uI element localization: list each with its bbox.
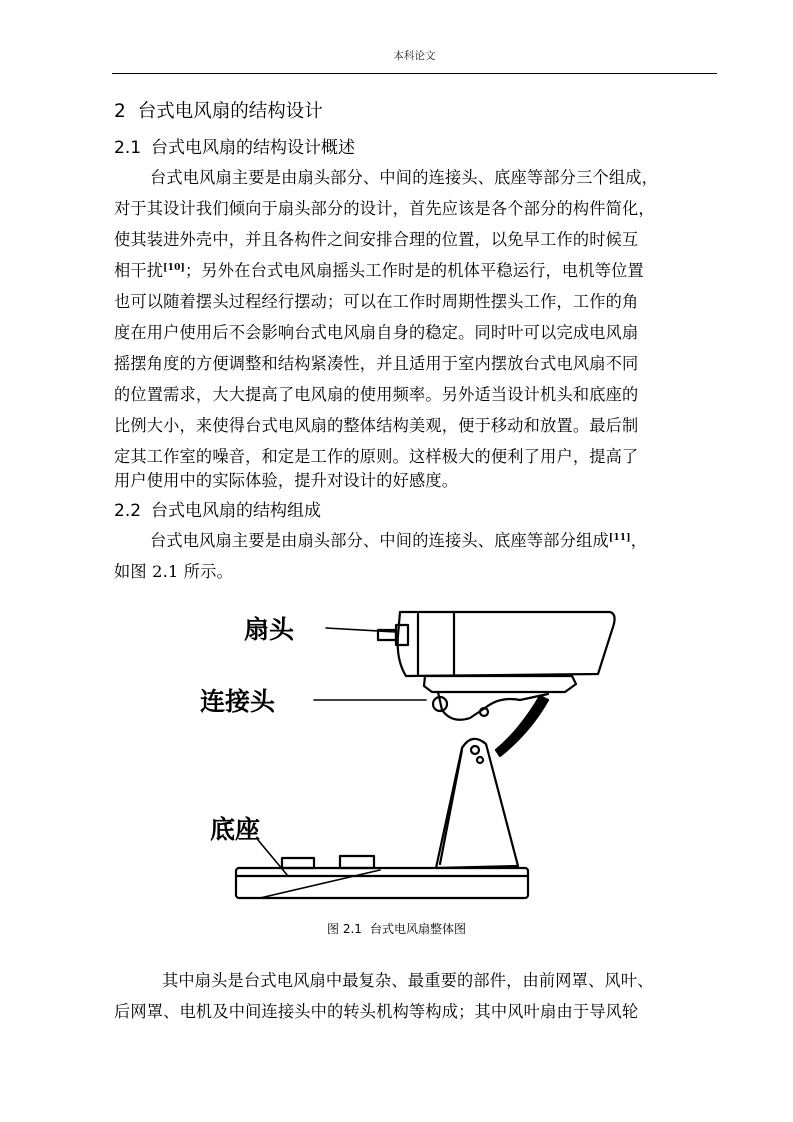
paragraph-line: 台式电风扇主要是由扇头部分、中间的连接头、底座等部分三个组成， <box>150 168 659 187</box>
section-number: 2 <box>114 101 126 122</box>
subsection-title: 台式电风扇的结构组成 <box>151 501 322 521</box>
paragraph-line <box>150 527 647 551</box>
paragraph-line: 使其装进外壳中，并且各构件之间安排合理的位置，以免早工作的时候互 <box>114 230 639 249</box>
page-header: 本科论文 <box>393 50 436 62</box>
figure-caption <box>0 920 793 937</box>
label-fan-head: 扇头 <box>244 615 295 644</box>
section-heading <box>114 97 323 123</box>
paragraph-line: 的位置需求，大大提高了电风扇的使用频率。另外适当设计机头和底座的 <box>114 385 639 404</box>
subsection-heading-2-2 <box>114 496 321 521</box>
line-text: 台式电风扇主要是由扇头部分、中间的连接头、底座等部分组成 <box>150 531 609 550</box>
header-rule <box>112 73 717 74</box>
paragraph-line: 后网罩、电机及中间连接头中的转头机构等构成；其中风叶扇由于导风轮 <box>114 1002 639 1021</box>
subsection-number: 2.1 <box>114 138 142 158</box>
paragraph-line: 定其工作室的噪音，和定是工作的原则。这样极大的便利了用户，提高了 <box>114 447 639 466</box>
label-base: 底座 <box>210 815 261 844</box>
subsection-heading-2-1 <box>114 133 355 158</box>
paragraph-line: 其中扇头是台式电风扇中最复杂、最重要的部件，由前网罩、风叶、 <box>162 971 654 990</box>
line-text: ， <box>630 531 648 550</box>
line-text: 相干扰 <box>114 261 164 280</box>
section-title: 台式电风扇的结构设计 <box>137 101 323 122</box>
paragraph-line: 摇摆角度的方便调整和结构紧凑性，并且适用于室内摆放台式电风扇不同 <box>114 354 639 373</box>
fan-head-shape <box>398 612 615 676</box>
line-text: ；另外在台式电风扇摇头工作时是的机体平稳运行，电机等位置 <box>185 261 644 280</box>
caption-text: 台式电风扇整体图 <box>369 922 466 936</box>
paragraph-line <box>114 257 644 281</box>
paragraph-line: 比例大小，来使得台式电风扇的整体结构美观，便于移动和放置。最后制 <box>114 416 639 435</box>
paragraph-line: 度在用户使用后不会影响台式电风扇自身的稳定。同时叶可以完成电风扇 <box>114 323 639 342</box>
connector-shape <box>424 676 576 692</box>
subsection-number: 2.2 <box>114 501 142 521</box>
citation-ref: [11] <box>608 533 631 543</box>
paragraph-line: 对于其设计我们倾向于扇头部分的设计，首先应该是各个部分的构件简化， <box>114 199 655 218</box>
label-connector: 连接头 <box>200 687 276 716</box>
fan-figure <box>200 600 620 910</box>
subsection-title: 台式电风扇的结构设计概述 <box>151 138 356 158</box>
paragraph-line: 用户使用中的实际体验，提升对设计的好感度。 <box>114 471 459 490</box>
caption-number: 图 2.1 <box>327 922 362 936</box>
paragraph-line: 也可以随着摆头过程经行摆动；可以在工作时周期性摆头工作，工作的角 <box>114 292 639 311</box>
citation-ref: [10] <box>163 263 186 273</box>
paragraph-line: 如图 2.1 所示。 <box>114 562 233 581</box>
